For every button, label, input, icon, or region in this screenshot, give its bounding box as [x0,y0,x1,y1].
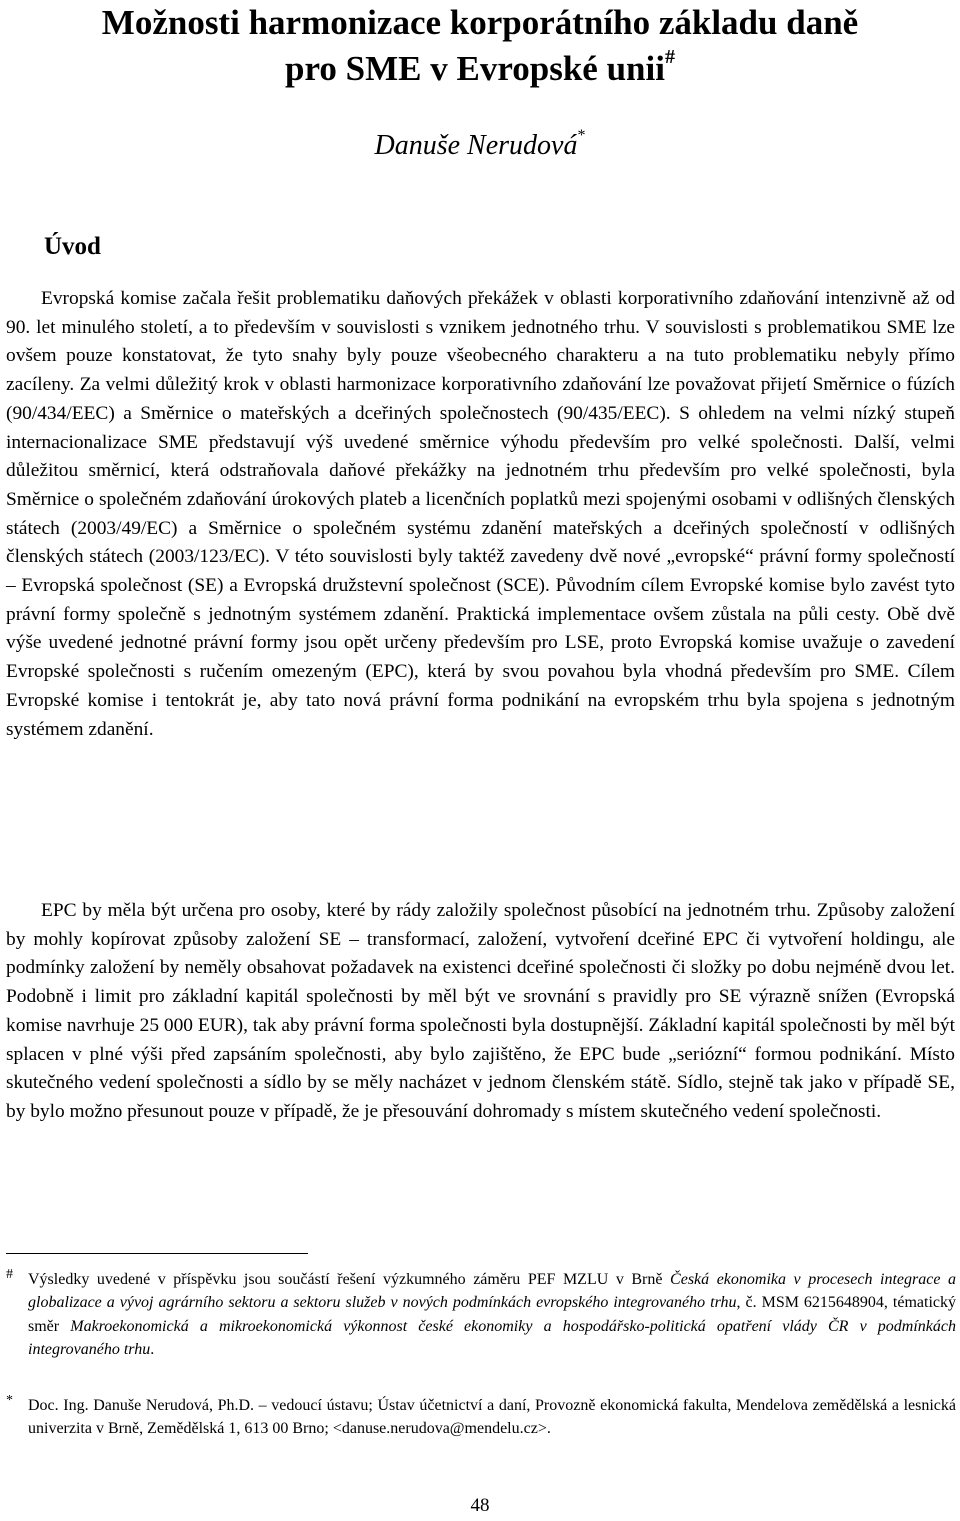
section-heading: Úvod [44,233,101,260]
author-name: Danuše Nerudová [374,130,578,161]
footnote-1-part-e: . [150,1340,155,1358]
footnote-1-part-a: Výsledky uvedené v příspěvku jsou součástí řešení výzkumného záměru PEF MZLU v Brně [28,1271,671,1288]
footnote-1-direction-title: Makroekonomická a mikroekonomická výkonnost české ekonomiky a hospodářsko-politická opatření vlády ČR v podmínkách integrovaného trhu [28,1317,956,1358]
footnote-1-part-c: , č. MSM 6215648904, tématický směr [28,1294,956,1335]
page-number: 48 [470,1495,490,1516]
footnote-1-mark: # [6,1267,13,1282]
paper-title [0,0,960,92]
author-footnote-mark: * [577,127,586,144]
body-paragraph: EPC by měla být určena pro osoby, které by rády založily společnost působící na jednotném trhu. Způsoby založení by mohly kopírovat způsoby založení SE – transformací, založení, vytvoření dceřiné EPC či vytvoření holdingu, ale podmínky založení by neměly obsahovat požadavek na existenci dceřiné společnosti či složky po dobu nejméně dvou let. Podobně i limit pro základní kapitál společnosti by měl být ve srovnání s pravidly pro SE výrazně snížen (Evropská komise navrhuje 25 000 EUR), tak aby právní forma společnosti byla dostupnější. Základní kapitál společnosti by měl být splacen v plné výši před zapsáním společnosti, aby bylo zajištěno, že EPC bude „seriózní“ formou podnikání. Místo skutečného vedení společnosti a sídlo by se měly nacházet v jednom členském státě. Sídlo, stejně tak jako v případě SE, by bylo možno přesunout pouze v případě, že je přesouvání dohromady s místem skutečného vedení společnosti. [6,900,955,1122]
body-paragraph-1-block [6,285,955,744]
footnote-1-text [28,1268,956,1361]
footnote-separator [6,1253,308,1254]
title-line-1: Možnosti harmonizace korporátního základu daně [101,3,859,42]
title-line-2-wrap [0,46,960,92]
body-paragraph: Evropská komise začala řešit problematiku daňových překážek v oblasti korporativního zdaňování intenzivně až od 90. let minulého století, a to především v souvislosti s vznikem jednotného trhu. V souvislosti s problematikou SME lze ovšem pouze konstatovat, že tyto snahy byly pouze všeobecného charakteru a na tuto problematiku nebyly přímo zacíleny. Za velmi důležitý krok v oblasti harmonizace korporativního zdaňování lze považovat přijetí Směrnice o fúzích (90/434/EEC) a Směrnice o mateřských a dceřiných společnostech (90/435/EEC). S ohledem na velmi nízký stupeň internacionalizace SME představují výš uvedené směrnice výhodu především pro velké společnosti. Další, velmi důležitou směrnicí, která odstraňovala daňové překážky na jednotném trhu především pro velké společnosti, byla Směrnice o společném zdaňování úrokových plateb a licenčních poplatků mezi spojenými osobami v odlišných členských státech (2003/49/EC) a Směrnice o společném systému zdanění mateřských a dceřiných společností v odlišných členských státech (2003/123/EC). V této souvislosti byly taktéž zavedeny dvě nové „evropské“ právní formy společností – Evropská společnost (SE) a Evropská družstevní společnost (SCE). Původním cílem Evropské komise bylo zavést tyto právní formy společně s jednotným systémem zdanění. Praktická implementace ovšem zůstala na půli cesty. Obě dvě výše uvedené jednotné právní formy jsou opět určeny především pro LSE, proto Evropská komise uvažuje o zavedení Evropské společnosti s ručením omezeným (EPC), která by svou povahou byla vhodná především pro SME. Cílem Evropské komise i tentokrát je, aby tato nová právní forma podnikání na evropském trhu byla spojena s jednotným systémem zdanění. [6,288,955,740]
footnote-2 [6,1394,956,1441]
author-line [0,128,960,164]
footnote-1-project-title: Česká ekonomika v procesech integrace a globalizace a vývoj agrárního sektoru a sektoru služeb v nových podmínkách evropského integrovaného trhu [28,1271,956,1312]
body-paragraph-2-block [6,897,955,1127]
title-line-2: pro SME v Evropské unii [285,49,665,88]
footnote-2-mark: * [6,1393,13,1408]
title-footnote-mark: # [664,46,675,68]
footnote-1 [6,1268,956,1361]
footnote-2-text: Doc. Ing. Danuše Nerudová, Ph.D. – vedoucí ústavu; Ústav účetnictví a daní, Provozně ekonomická fakulta, Mendelova zemědělská a lesnická univerzita v Brně, Zemědělská 1, 613 00 Brno; <danuse.nerudova@mendelu.cz>. [28,1397,956,1438]
